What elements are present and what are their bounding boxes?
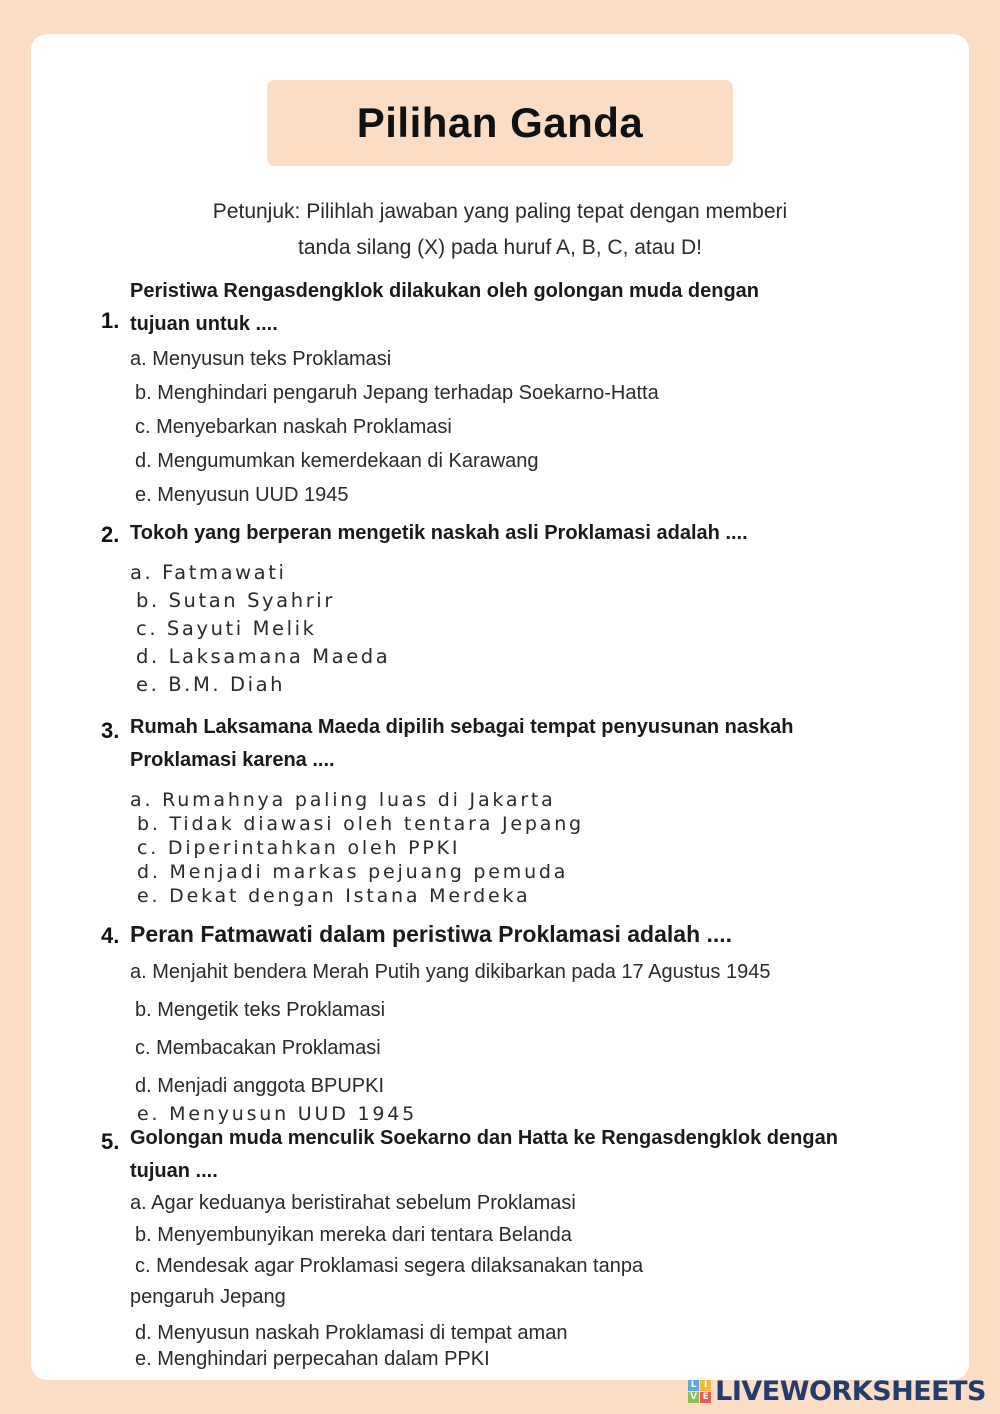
question-3-option-a[interactable]: a. Rumahnya paling luas di Jakarta — [130, 789, 556, 811]
instruction-line-1: Petunjuk: Pilihlah jawaban yang paling tepat dengan memberi — [212, 200, 788, 223]
question-3-option-c[interactable]: c. Diperintahkan oleh PPKI — [137, 837, 461, 859]
question-4-number: 4. — [101, 923, 120, 948]
logo-letter-e: E — [700, 1392, 711, 1403]
question-4-option-a[interactable]: a. Menjahit bendera Merah Putih yang dikibarkan pada 17 Agustus 1945 — [130, 961, 771, 983]
question-1-number: 1. — [101, 308, 120, 333]
question-4-option-d[interactable]: d. Menjadi anggota BPUPKI — [135, 1075, 385, 1097]
question-1-option-a[interactable]: a. Menyusun teks Proklamasi — [130, 348, 392, 370]
question-4-option-c[interactable]: c. Membacakan Proklamasi — [135, 1037, 381, 1059]
question-1-option-b[interactable]: b. Menghindari pengaruh Jepang terhadap Soekarno-Hatta — [135, 382, 659, 404]
question-5-text-line-1: Golongan muda menculik Soekarno dan Hatta ke Rengasdengklok dengan — [130, 1127, 838, 1149]
page-title: Pilihan Ganda — [356, 99, 644, 146]
question-3-option-d[interactable]: d. Menjadi markas pejuang pemuda — [137, 861, 569, 883]
question-2-text: Tokoh yang berperan mengetik naskah asli Proklamasi adalah .... — [130, 522, 748, 544]
brand-name: LIVEWORKSHEETS — [715, 1376, 986, 1407]
liveworksheets-logo-icon — [688, 1380, 711, 1403]
question-1-text-line-2: tujuan untuk .... — [130, 313, 278, 335]
instruction-line-2: tanda silang (X) pada huruf A, B, C, atau D! — [298, 236, 702, 259]
question-1-option-d[interactable]: d. Mengumumkan kemerdekaan di Karawang — [135, 450, 539, 472]
question-5-text-line-2: tujuan .... — [130, 1160, 218, 1182]
question-1-option-e[interactable]: e. Menyusun UUD 1945 — [135, 484, 349, 506]
question-2-option-e[interactable]: e. B.M. Diah — [136, 673, 286, 696]
question-5-number: 5. — [101, 1129, 120, 1154]
question-3-option-e[interactable]: e. Dekat dengan Istana Merdeka — [137, 885, 531, 907]
question-2-option-d[interactable]: d. Laksamana Maeda — [136, 645, 391, 668]
question-5-option-a[interactable]: a. Agar keduanya beristirahat sebelum Proklamasi — [130, 1192, 576, 1214]
question-5-option-e[interactable]: e. Menghindari perpecahan dalam PPKI — [135, 1348, 490, 1370]
question-1-text-line-1: Peristiwa Rengasdengklok dilakukan oleh golongan muda dengan — [130, 280, 760, 302]
title-box — [267, 80, 733, 166]
logo-letter-v: V — [688, 1392, 699, 1403]
question-5-option-c[interactable]: c. Mendesak agar Proklamasi segera dilaksanakan tanpa — [135, 1255, 644, 1277]
question-5-option-d[interactable]: d. Menyusun naskah Proklamasi di tempat aman — [135, 1322, 568, 1344]
question-4-option-b[interactable]: b. Mengetik teks Proklamasi — [135, 999, 386, 1021]
question-2-option-b[interactable]: b. Sutan Syahrir — [136, 589, 335, 612]
liveworksheets-brand[interactable] — [688, 1376, 986, 1407]
question-3-option-b[interactable]: b. Tidak diawasi oleh tentara Jepang — [137, 813, 584, 835]
question-4-text: Peran Fatmawati dalam peristiwa Proklamasi adalah .... — [130, 921, 733, 947]
question-2-number: 2. — [101, 522, 120, 547]
logo-letter-l: L — [688, 1380, 699, 1391]
question-2-option-a[interactable]: a. Fatmawati — [130, 561, 287, 584]
question-3-text-line-1: Rumah Laksamana Maeda dipilih sebagai tempat penyusunan naskah — [130, 716, 794, 738]
logo-letter-i: I — [700, 1380, 711, 1391]
question-5-option-b[interactable]: b. Menyembunyikan mereka dari tentara Belanda — [135, 1224, 572, 1246]
question-2-option-c[interactable]: c. Sayuti Melik — [136, 617, 317, 640]
question-4-option-e[interactable]: e. Menyusun UUD 1945 — [137, 1103, 418, 1125]
question-3-text-line-2: Proklamasi karena .... — [130, 749, 335, 771]
question-1-option-c[interactable]: c. Menyebarkan naskah Proklamasi — [135, 416, 452, 438]
question-3-number: 3. — [101, 718, 120, 743]
question-5-option-c-continued: pengaruh Jepang — [130, 1286, 286, 1308]
